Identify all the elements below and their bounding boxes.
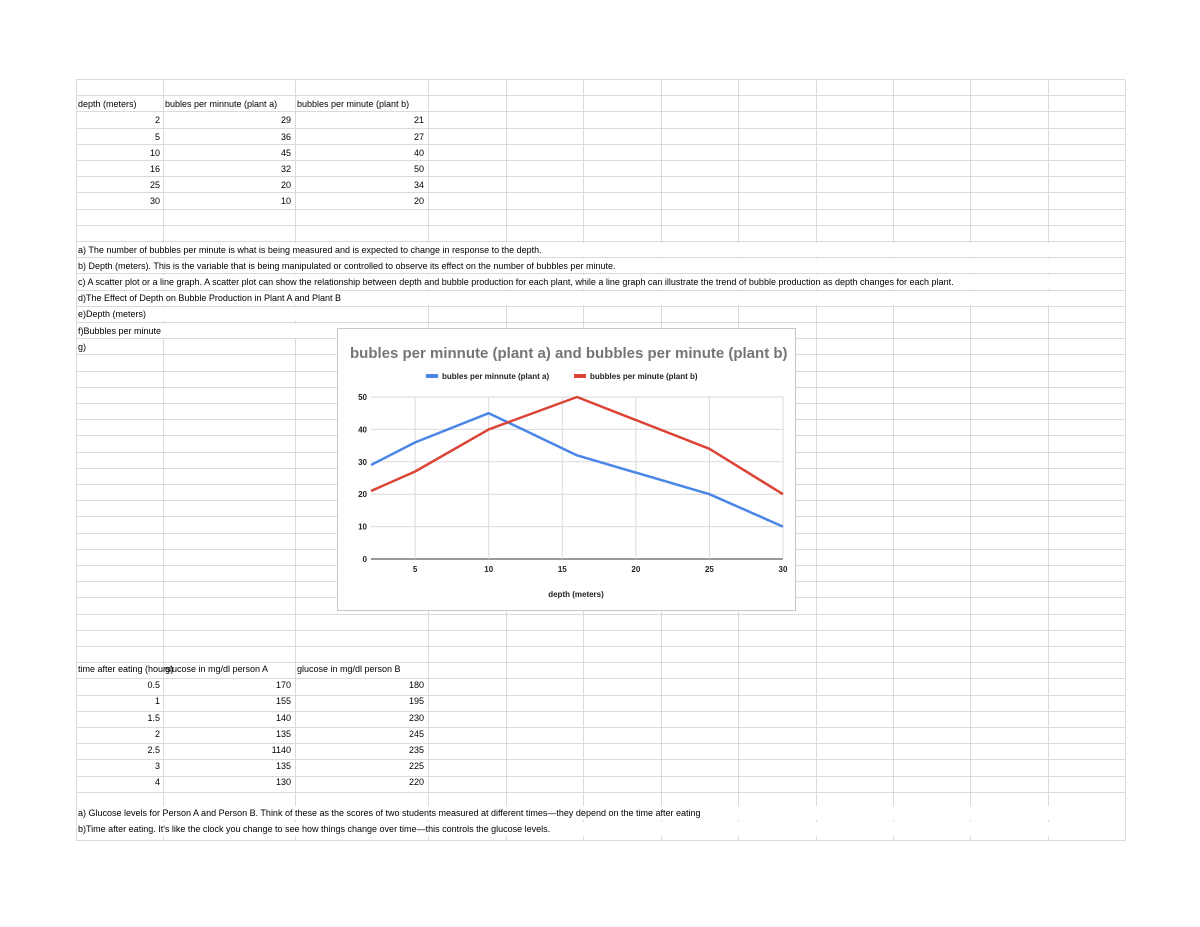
table1-cell[interactable]: 36 [280,131,291,142]
grid-column-line [816,80,817,841]
table2-cell[interactable]: 135 [275,761,291,772]
grid-column-line [1125,80,1126,841]
table1-header-depth[interactable]: depth (meters) [78,99,137,109]
grid-column-line [970,80,971,841]
grid-row [76,210,1125,226]
table2-cell[interactable]: 225 [408,761,424,772]
table2-cell[interactable]: 140 [275,712,291,723]
table1-header-plant-a[interactable]: bubles per minnute (plant a) [165,99,278,109]
x-tick-label: 30 [778,565,788,574]
table1-cell[interactable]: 10 [280,196,291,207]
grid-row [76,744,1125,760]
grid-row [76,712,1125,728]
table2-cell[interactable]: 195 [408,696,424,707]
table2-cell[interactable]: 1 [154,696,160,707]
table2-cell[interactable]: 2 [154,728,160,739]
grid-row [76,696,1125,712]
table2-cell[interactable]: 230 [408,712,424,723]
grid-row [76,177,1125,193]
table2-header-person-a[interactable]: glucose in mg/dl person A [165,664,269,674]
grid-row [76,112,1125,128]
table2-cell[interactable]: 130 [275,777,291,788]
grid-row [76,679,1125,695]
grid-column-line [1048,80,1049,841]
table1-cell[interactable]: 2 [154,115,160,126]
table2-cell[interactable]: 170 [275,680,291,691]
answer-2b[interactable]: b)Time after eating. It's like the clock you change to see how things change over time—this controls the glucose levels. [78,824,551,834]
table2-cell[interactable]: 245 [408,728,424,739]
y-tick-label: 0 [362,555,367,564]
y-tick-label: 40 [358,425,367,435]
y-tick-label: 50 [358,393,367,402]
table1-cell[interactable]: 40 [413,147,424,158]
grid-row [76,777,1125,793]
table1-cell[interactable]: 20 [280,180,291,191]
table1-cell[interactable]: 30 [149,196,160,207]
legend-swatch [426,374,438,378]
y-tick-label: 20 [358,490,367,500]
answer-1a[interactable]: a) The number of bubbles per minute is what is being measured and is expected to change in response to the depth. [78,245,542,255]
table1-cell[interactable]: 32 [280,164,291,174]
table1-cell[interactable]: 45 [280,147,291,158]
x-tick-label: 20 [631,565,641,574]
table1-cell[interactable]: 34 [413,180,424,191]
table1-cell[interactable]: 25 [149,180,160,191]
grid-top-border [76,79,1125,80]
table2-header-person-b[interactable]: glucose in mg/dl person B [297,664,401,674]
y-tick-label: 10 [358,522,367,532]
grid-column-line [76,80,77,841]
grid-row [76,226,1125,242]
grid-row [76,631,1125,647]
chart-title: bubles per minnute (plant a) and bubbles per minute (plant b) [350,345,788,362]
table1-cell[interactable]: 21 [413,115,424,126]
grid-row [76,145,1125,161]
table2-cell[interactable]: 235 [408,745,424,755]
table2-cell[interactable]: 0.5 [147,680,160,691]
table2-cell[interactable]: 180 [408,680,424,691]
table2-cell[interactable]: 220 [408,777,424,788]
table1-cell[interactable]: 29 [280,115,291,126]
series-line-plant-a[interactable] [371,413,783,526]
answer-1d[interactable]: d)The Effect of Depth on Bubble Production in Plant A and Plant B [78,293,342,303]
grid-column-line [163,80,164,841]
legend-label[interactable]: bubles per minnute (plant a) [442,372,550,381]
grid-row [76,161,1125,177]
grid-row [76,129,1125,145]
table2-cell[interactable]: 135 [275,728,291,739]
answer-2a[interactable]: a) Glucose levels for Person A and Person B. Think of these as the scores of two students measured at different times—they depend on the time after eating [78,808,701,818]
table2-cell[interactable]: 1.5 [147,712,160,723]
grid-column-line [295,80,296,841]
legend-label[interactable]: bubbles per minute (plant b) [590,372,698,381]
grid-row [76,80,1125,96]
line-chart[interactable] [337,328,796,611]
table1-cell[interactable]: 50 [413,164,424,174]
table1-header-plant-b[interactable]: bubbles per minute (plant b) [297,99,410,109]
x-tick-label: 25 [704,565,714,574]
grid-row [76,728,1125,744]
answer-1e[interactable]: e)Depth (meters) [78,309,147,319]
table1-cell[interactable]: 16 [149,164,160,174]
grid-row [76,193,1125,209]
table1-cell[interactable]: 10 [149,147,160,158]
y-tick-label: 30 [358,457,367,467]
chart-svg [338,329,795,610]
x-axis-label: depth (meters) [548,590,604,599]
x-tick-label: 5 [412,565,418,574]
table2-cell[interactable]: 4 [154,777,160,788]
answer-1c[interactable]: c) A scatter plot or a line graph. A scatter plot can show the relationship between depth and bubble production for each plant, while a line graph can illustrate the trend of bubble production as depth changes for each plant. [78,277,954,287]
table1-cell[interactable]: 27 [413,131,424,142]
grid-row [76,615,1125,631]
grid-row [76,760,1125,776]
grid-column-line [893,80,894,841]
answer-1f[interactable]: f)Bubbles per minute [78,326,162,336]
table2-header-time[interactable]: time after eating (hours) [78,664,174,674]
x-tick-label: 15 [557,565,567,574]
table1-cell[interactable]: 5 [154,131,160,142]
series-line-plant-b[interactable] [371,397,783,494]
table2-cell[interactable]: 155 [275,696,291,707]
x-tick-label: 10 [484,565,494,574]
legend-swatch [574,374,586,378]
answer-1b[interactable]: b) Depth (meters). This is the variable that is being manipulated or controlled to observe its effect on the number of bubbles per minute. [78,261,616,271]
answer-1g[interactable]: g) [78,342,87,352]
table1-cell[interactable]: 20 [413,196,424,207]
table2-cell[interactable]: 3 [154,761,160,772]
table2-cell[interactable]: 1140 [271,745,291,755]
table2-cell[interactable]: 2.5 [147,745,160,755]
